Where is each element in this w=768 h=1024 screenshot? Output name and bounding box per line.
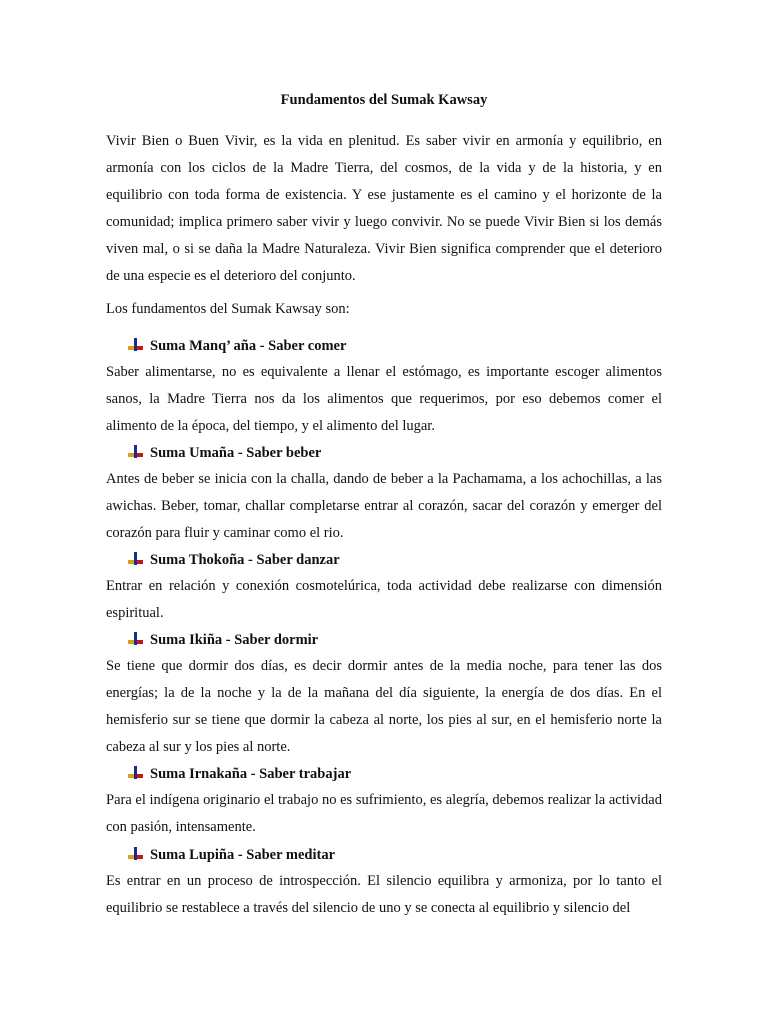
intro-paragraph: Vivir Bien o Buen Vivir, es la vida en plenitud. Es saber vivir en armonía y equilibrio, en armonía con los ciclos de la Madre Tierra, del cosmos, de la vida y de la historia, y en equilibrio con toda forma de existencia. Y ese justamente es el camino y el horizonte de la comunidad; implica primero saber vivir y luego convivir. No se puede Vivir Bien si los demás viven mal, o si se daña la Madre Naturaleza. Vivir Bien significa comprender que el deterioro de una especie es el deterioro del conjunto. (106, 133, 662, 284)
section-heading (128, 764, 351, 784)
lead-paragraph: Los fundamentos del Sumak Kawsay son: (106, 301, 350, 317)
section-heading-text: Suma Umaña - Saber beber (150, 445, 322, 461)
section-body: Entrar en relación y conexión cosmotelúrica, toda actividad debe realizarse con dimensión espiritual. (106, 578, 662, 621)
section-heading (128, 443, 321, 463)
section-heading-text: Suma Ikiña - Saber dormir (150, 632, 319, 648)
section-body: Saber alimentarse, no es equivalente a llenar el estómago, es importante escoger alimentos sanos, la Madre Tierra nos da los alimentos que requerimos, por eso debemos comer el alimento de la época, del tiempo, y el alimento del lugar. (106, 364, 662, 434)
arrow-bullet-icon (128, 338, 144, 352)
section-heading (128, 550, 340, 570)
arrow-bullet-icon (128, 632, 144, 646)
section-heading (128, 630, 318, 650)
arrow-bullet-icon (128, 445, 144, 459)
arrow-bullet-icon (128, 766, 144, 780)
section-body: Se tiene que dormir dos días, es decir dormir antes de la media noche, para tener las dos energías; la de la noche y la de la mañana del día siguiente, la energía de dos días. En el hemisferio sur se tiene que dormir la cabeza al norte, los pies al sur, en el hemisferio norte la cabeza al sur y los pies al norte. (106, 658, 662, 755)
section-heading-text: Suma Thokoña - Saber danzar (150, 552, 340, 568)
section-heading (128, 845, 335, 865)
section-body: Para el indígena originario el trabajo no es sufrimiento, es alegría, debemos realizar la actividad con pasión, intensamente. (106, 792, 662, 835)
section-heading-text: Suma Manq’ aña - Saber comer (150, 338, 347, 354)
section-heading (128, 336, 346, 356)
arrow-bullet-icon (128, 847, 144, 861)
arrow-bullet-icon (128, 552, 144, 566)
section-body: Es entrar en un proceso de introspección. El silencio equilibra y armoniza, por lo tanto el equilibrio se restablece a través del silencio de uno y se conecta al equilibrio y silencio del (106, 873, 662, 916)
section-heading-text: Suma Irnakaña - Saber trabajar (150, 766, 352, 782)
section-body: Antes de beber se inicia con la challa, dando de beber a la Pachamama, a los achochillas, a las awichas. Beber, tomar, challar completarse entrar al corazón, sacar del corazón y emerger del corazón para fluir y caminar como el rio. (106, 471, 662, 541)
section-heading-text: Suma Lupiña - Saber meditar (150, 847, 336, 863)
document-title: Fundamentos del Sumak Kawsay (280, 92, 488, 108)
